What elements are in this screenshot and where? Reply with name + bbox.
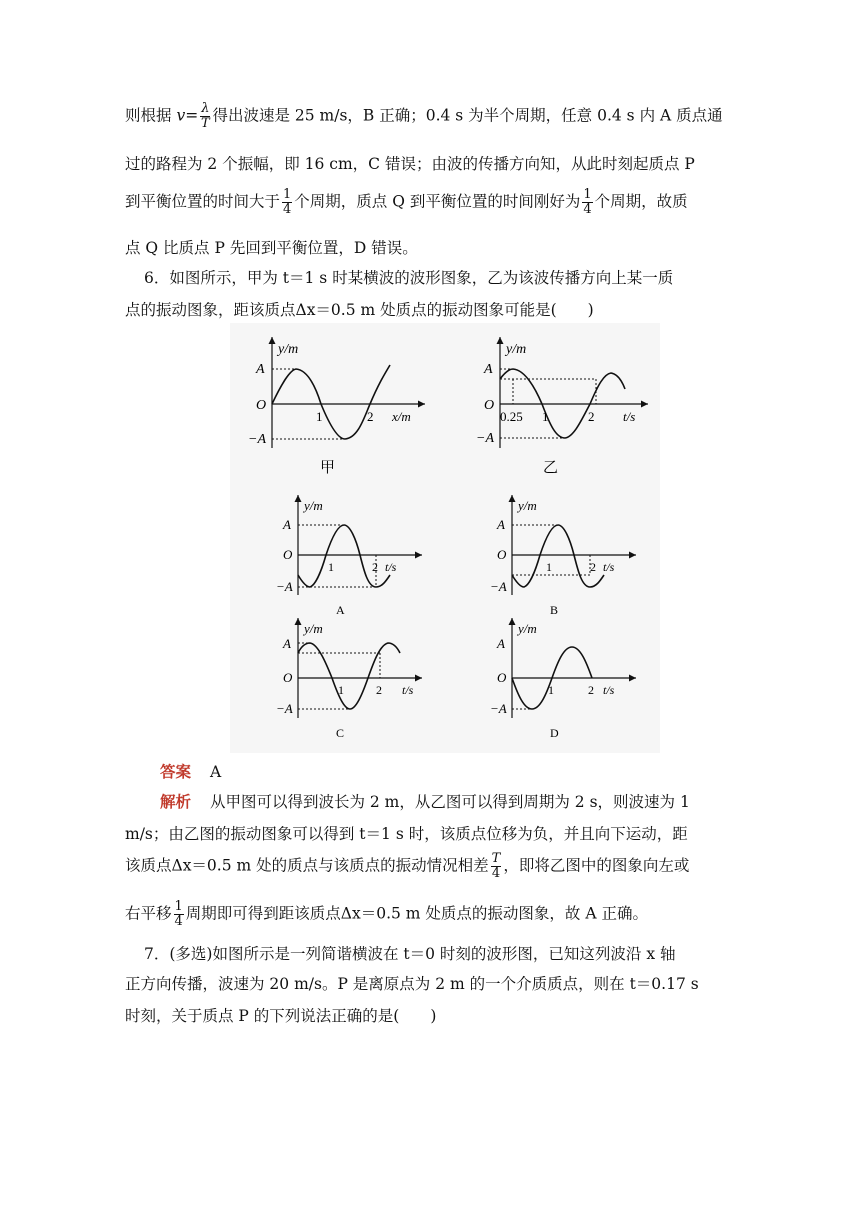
svg-text:−A: −A [276,701,293,716]
graph-yi [476,337,648,476]
q7-line-2: 正方向传播，波速为 20 m/s。P 是离原点为 2 m 的一个介质质点，则在 t＝0.17 s [125,975,699,993]
svg-text:−A: −A [476,431,494,446]
answer-line [160,760,221,782]
q6-line-2: 点的振动图象，距该质点Δx＝0.5 m 处质点的振动图象可能是( ) [125,301,594,319]
graph-option-d [490,618,636,740]
svg-text:C: C [336,726,345,740]
analysis-line-1: 解析 从甲图可以得到波长为 2 m，从乙图可以得到周期为 2 s，则波速为 1 [160,793,690,811]
analysis-line-2: m/s；由乙图的振动图象可以得到 t＝1 s 时，该质点位移为负，并且向下运动，距 [125,825,688,843]
svg-text:2: 2 [590,560,596,574]
svg-text:−A: −A [248,432,266,447]
svg-text:A: A [497,636,505,651]
svg-text:−A: −A [276,579,293,594]
svg-text:−A: −A [490,701,507,716]
svg-text:t/s: t/s [402,683,414,697]
graph-jia [248,337,425,476]
graph-option-a [276,495,422,617]
svg-text:2: 2 [588,409,595,424]
svg-text:−A: −A [490,579,507,594]
svg-text:A: A [336,603,345,617]
svg-text:t/s: t/s [623,409,636,424]
svg-text:t/s: t/s [603,560,615,574]
fraction-one-quarter-3: $\frac{1}{4}$ [174,899,183,929]
analysis-label: 解析 [160,793,192,811]
graph-option-b [490,495,636,617]
p5-line-1: 则根据 v= $\frac{\lambda}{T}$ 得出波速是 25 m/s，B 正确；0.4 s 为半个周期，任意 0.4 s 内 A 质点通 [125,101,723,131]
q6-line-1: 6．如图所示，甲为 t＝1 s 时某横波的波形图象，乙为该波传播方向上某一质 [144,269,674,287]
svg-text:1: 1 [548,683,554,697]
svg-text:y/m: y/m [506,342,527,357]
p5-line-3: 到平衡位置的时间大于 $\frac{1}{4}$ 个周期，质点 Q 到平衡位置的时间刚好为 $\frac{1}{4}$ 个周期，故质 [125,187,688,217]
svg-text:y/m: y/m [518,621,537,636]
figure-svg [230,323,660,753]
svg-text:O: O [484,398,495,413]
figure-panel [230,323,660,753]
fraction-one-quarter-2: $\frac{1}{4}$ [583,187,592,217]
analysis-line-3: 该质点Δx＝0.5 m 处的质点与该质点的振动情况相差 $\frac{T}{4}$ ，即将乙图中的图象向左或 [125,851,690,881]
svg-text:2: 2 [372,560,378,574]
svg-text:O: O [497,547,507,562]
fraction-one-quarter: $\frac{1}{4}$ [283,187,292,217]
svg-text:A: A [283,517,291,532]
svg-text:2: 2 [376,683,382,697]
svg-text:y/m: y/m [304,621,323,636]
q7-line-3: 时刻，关于质点 P 的下列说法正确的是( ) [125,1007,437,1025]
svg-text:A: A [497,517,505,532]
wave-curve-jia [272,365,390,439]
svg-text:y/m: y/m [304,498,323,513]
svg-text:O: O [283,670,293,685]
svg-text:t/s: t/s [385,560,397,574]
svg-text:O: O [497,670,507,685]
p5-line-4: 点 Q 比质点 P 先回到平衡位置，D 错误。 [125,239,418,257]
svg-text:O: O [256,398,267,413]
svg-text:A: A [256,362,265,377]
svg-text:t/s: t/s [603,683,615,697]
svg-text:y/m: y/m [518,498,537,513]
svg-text:y/m: y/m [278,342,299,357]
p5-line-2: 过的路程为 2 个振幅，即 16 cm，C 错误；由波的传播方向知，从此时刻起质点 P [125,155,695,173]
wave-curve-c [298,643,400,709]
answer-label: 答案 [160,763,192,781]
svg-text:乙: 乙 [543,460,559,476]
svg-text:1: 1 [316,409,323,424]
svg-text:A: A [484,362,493,377]
svg-text:0.25: 0.25 [500,409,523,424]
svg-text:2: 2 [367,409,374,424]
svg-text:A: A [283,636,291,651]
fraction-t-over-4: $\frac{T}{4}$ [491,851,501,881]
svg-text:x/m: x/m [392,409,411,424]
svg-text:2: 2 [588,683,594,697]
svg-text:B: B [550,603,559,617]
svg-text:甲: 甲 [320,460,336,476]
svg-text:O: O [283,547,293,562]
answer-value: A [209,763,222,781]
svg-text:D: D [550,726,559,740]
graph-option-c [276,618,422,740]
q7-line-1: 7．(多选)如图所示是一列简谐横波在 t＝0 时刻的波形图，已知这列波沿 x 轴 [144,945,676,963]
analysis-line-4: 右平移 $\frac{1}{4}$ 周期即可得到距该质点Δx＝0.5 m 处质点的振动图象，故 A 正确。 [125,899,648,929]
svg-text:1: 1 [546,560,552,574]
fraction-lambda-over-t: $\frac{\lambda}{T}$ [200,101,210,131]
svg-text:1: 1 [338,683,344,697]
svg-text:1: 1 [542,409,549,424]
svg-text:1: 1 [328,560,334,574]
